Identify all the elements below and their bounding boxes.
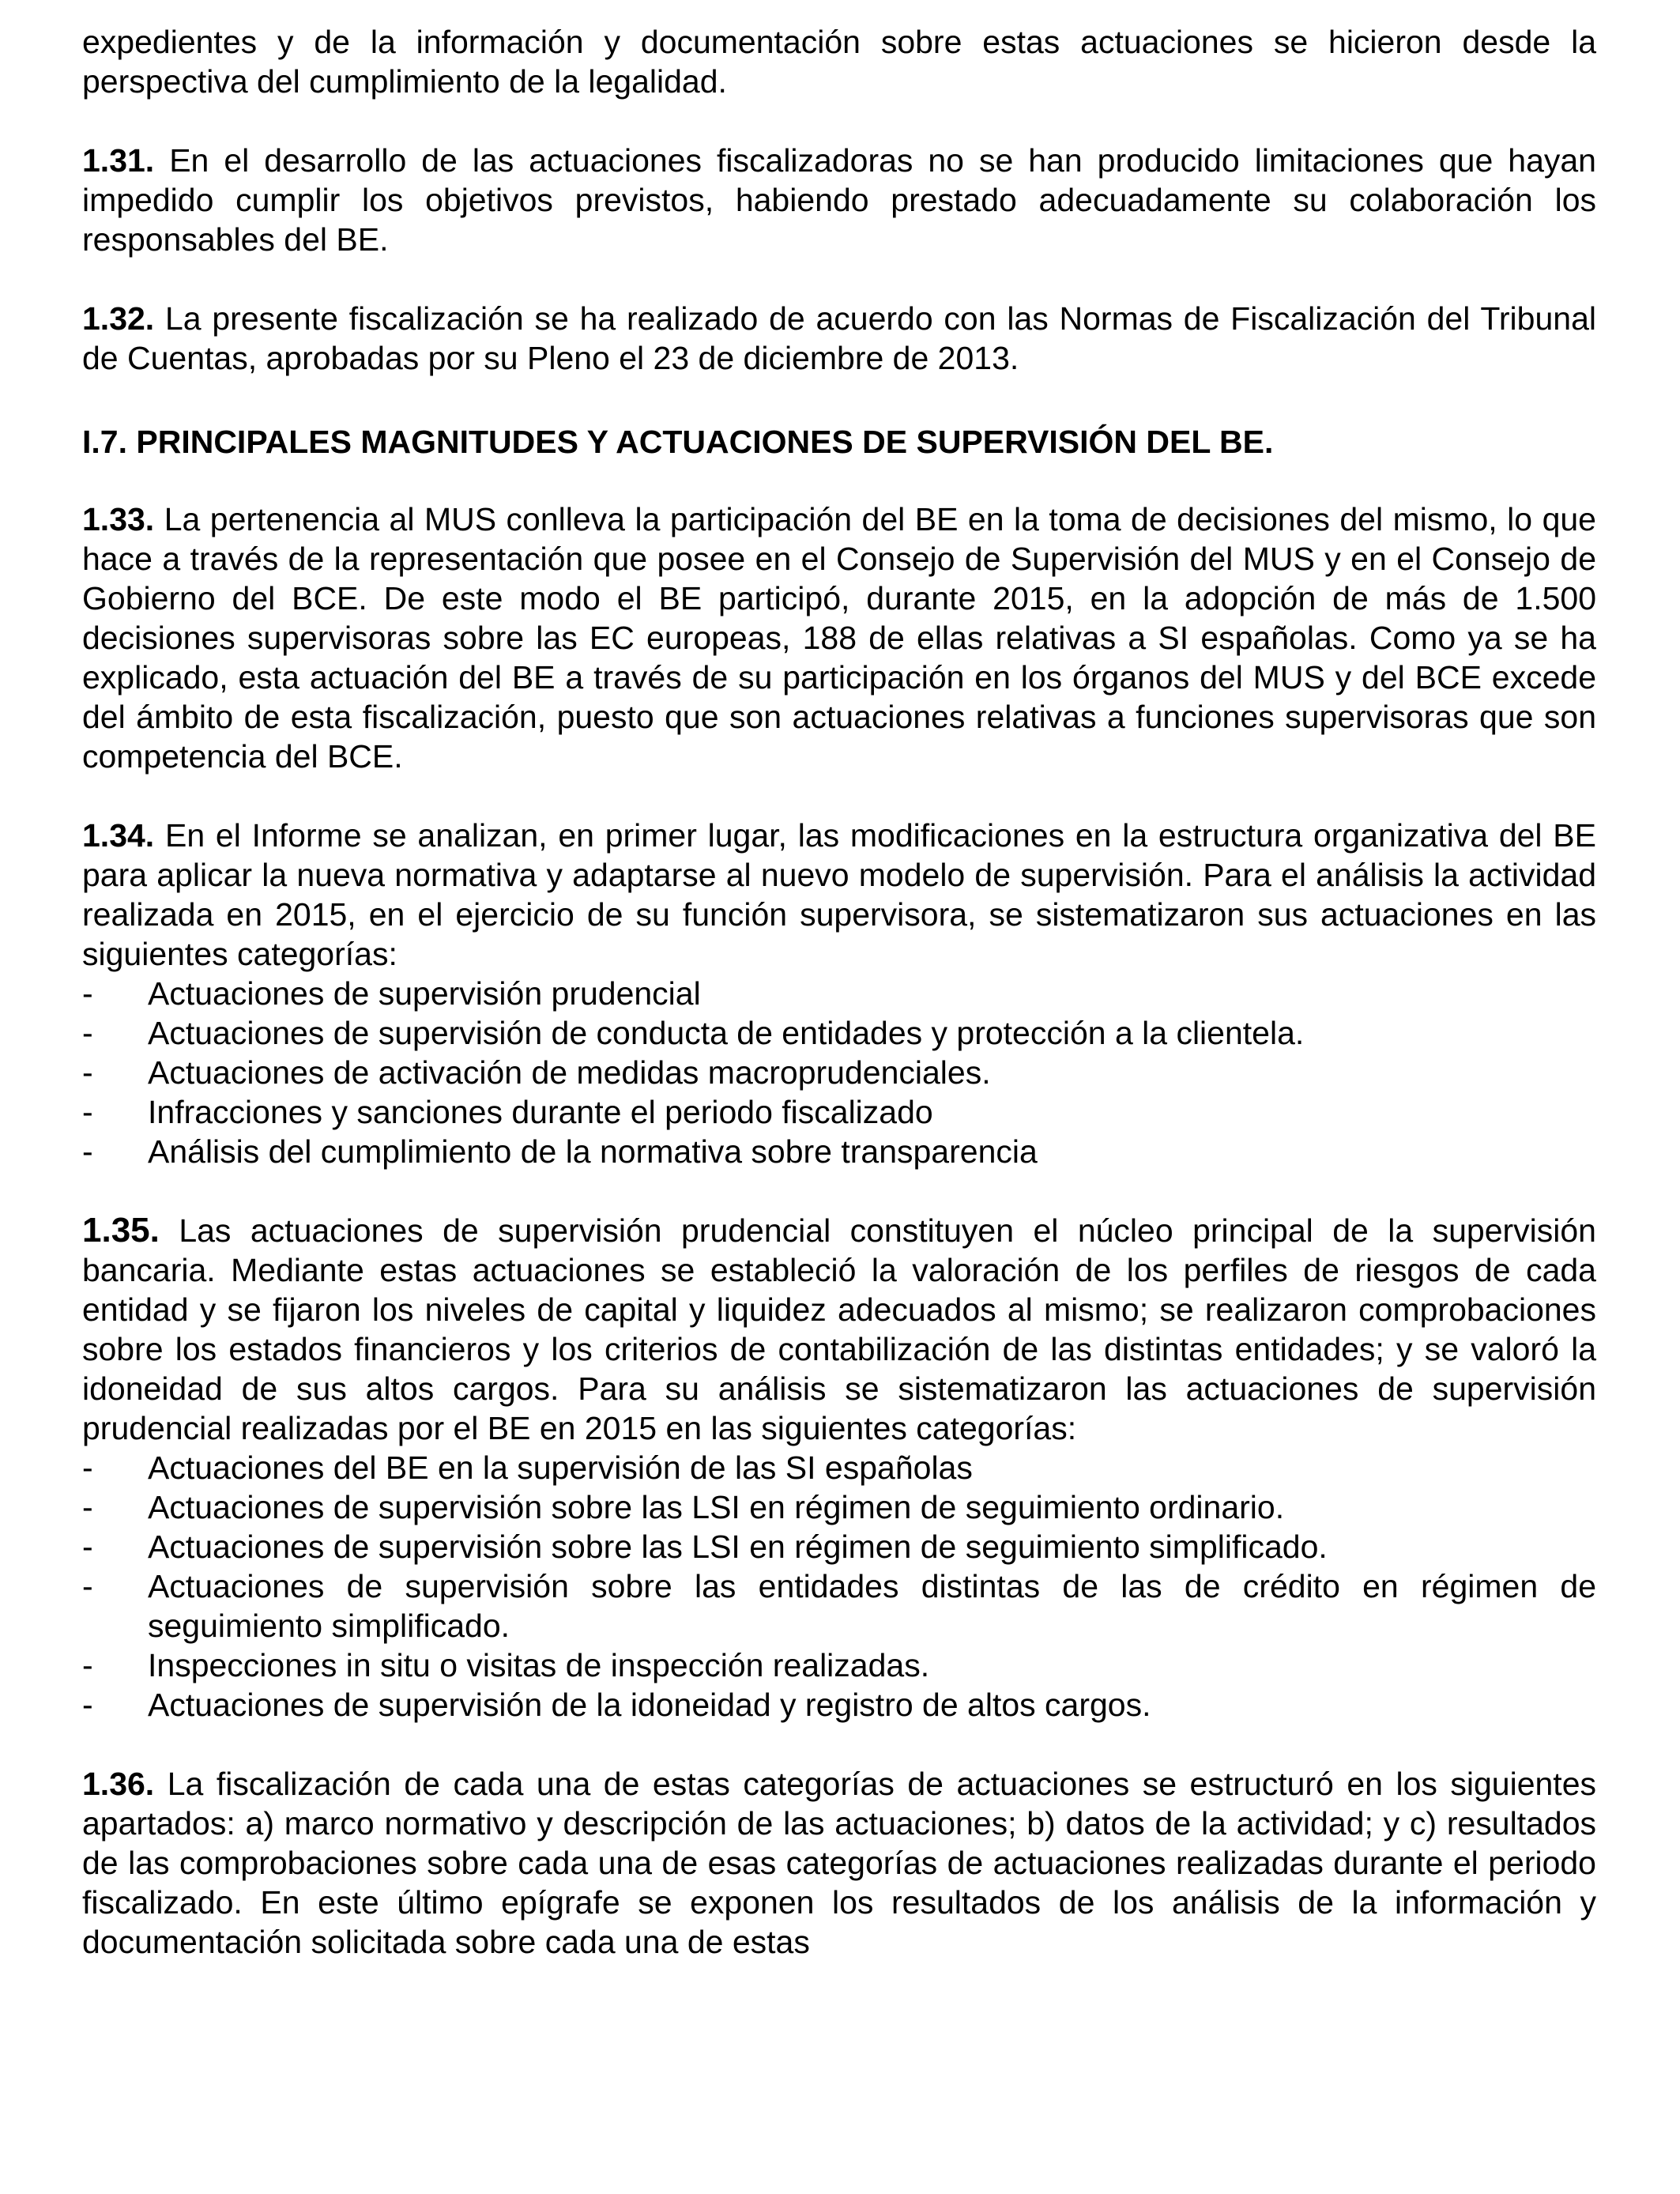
paragraph-text: La presente fiscalización se ha realizado de acuerdo con las Normas de Fiscalización del Tribunal de Cuentas, aprobadas por su Pleno el 23 de diciembre de 2013. [82, 300, 1596, 376]
paragraph-1-34 [82, 816, 1596, 974]
paragraph-1-33 [82, 499, 1596, 776]
paragraph-text: En el desarrollo de las actuaciones fiscalizadoras no se han producido limitaciones que hayan impedido cumplir los objetivos previstos, habiendo prestado adecuadamente su colaboración los responsables del BE. [82, 142, 1596, 258]
list-item: - Actuaciones del BE en la supervisión de las SI españolas [82, 1449, 973, 1486]
list-item: - Análisis del cumplimiento de la normativa sobre transparencia [82, 1133, 1038, 1170]
paragraph-number: 1.33. [82, 501, 155, 537]
list-dash: - [82, 1647, 93, 1683]
list-item: - Actuaciones de supervisión sobre las LSI en régimen de seguimiento simplificado. [82, 1529, 1328, 1565]
list-dash: - [82, 1449, 93, 1486]
paragraph-text: La fiscalización de cada una de estas categorías de actuaciones se estructuró en los siguientes apartados: a) marco normativo y descripción de las actuaciones; b) datos de la actividad; y c) resultados de las comprobaciones sobre cada una de esas categorías de actuaciones realizadas durante el periodo fiscalizado. En este último epígrafe se exponen los resultados de los análisis de la información y documentación solicitada sobre cada una de estas [82, 1766, 1596, 1960]
paragraph-text: En el Informe se analizan, en primer lugar, las modificaciones en la estructura organizativa del BE para aplicar la nueva normativa y adaptarse al nuevo modelo de supervisión. Para el análisis la actividad realizada en 2015, en el ejercicio de su función supervisora, se sistematizaron sus actuaciones en las siguientes categorías: [82, 817, 1596, 972]
list-item: - Actuaciones de supervisión prudencial [82, 975, 701, 1012]
category-list [82, 974, 1596, 1171]
list-item: - Actuaciones de supervisión sobre las LSI en régimen de seguimiento ordinario. [82, 1489, 1285, 1525]
paragraph-1-36 [82, 1764, 1596, 1962]
paragraph-number: 1.36. [82, 1766, 155, 1802]
list-dash: - [82, 1529, 93, 1565]
list-dash: - [82, 1568, 93, 1604]
list-item: - Inspecciones in situ o visitas de inspección realizadas. [82, 1647, 930, 1683]
paragraph-text: La pertenencia al MUS conlleva la participación del BE en la toma de decisiones del mismo, lo que hace a través de la representación que posee en el Consejo de Supervisión del MUS y en el Consejo de Gobierno del BCE. De este modo el BE participó, durante 2015, en la adopción de más de 1.500 decisiones supervisoras sobre las EC europeas, 188 de ellas relativas a SI españolas. Como ya se ha explicado, esta actuación del BE a través de su participación en los órganos del MUS y del BCE excede del ámbito de esta fiscalización, puesto que son actuaciones relativas a funciones supervisoras que son competencia del BCE. [82, 501, 1596, 775]
list-dash: - [82, 1687, 93, 1723]
list-item: - Actuaciones de supervisión sobre las entidades distintas de las de crédito en régimen de seguimiento simplificado. [82, 1568, 1596, 1644]
list-dash: - [82, 1054, 93, 1091]
paragraph-number: 1.31. [82, 142, 155, 179]
paragraph-1-35 [82, 1211, 1596, 1448]
list-item: - Actuaciones de supervisión de la idoneidad y registro de altos cargos. [82, 1687, 1151, 1723]
paragraph-number: 1.35. [82, 1211, 160, 1250]
list-item: - Infracciones y sanciones durante el periodo fiscalizado [82, 1094, 933, 1130]
paragraph-1-32 [82, 299, 1596, 378]
list-dash: - [82, 1015, 93, 1051]
intro-continuation: expedientes y de la información y documentación sobre estas actuaciones se hicieron desde la perspectiva del cumplimiento de la legalidad. [82, 24, 1596, 100]
paragraph-number: 1.34. [82, 817, 155, 854]
list-dash: - [82, 1133, 93, 1170]
paragraph-text: Las actuaciones de supervisión prudencial constituyen el núcleo principal de la supervisión bancaria. Mediante estas actuaciones se estableció la valoración de los perfiles de riesgos de cada entidad y se fijaron los niveles de capital y liquidez adecuados al mismo; se realizaron comprobaciones sobre los estados financieros y los criterios de contabilización de las distintas entidades; y se valoró la idoneidad de sus altos cargos. Para su análisis se sistematizaron las actuaciones de supervisión prudencial realizadas por el BE en 2015 en las siguientes categorías: [82, 1212, 1596, 1446]
paragraph-1-31 [82, 141, 1596, 259]
prudential-category-list [82, 1448, 1596, 1725]
section-heading: I.7. PRINCIPALES MAGNITUDES Y ACTUACIONES DE SUPERVISIÓN DEL BE. [82, 424, 1274, 460]
paragraph-number: 1.32. [82, 300, 155, 337]
list-dash: - [82, 975, 93, 1012]
document-page [82, 22, 1596, 1962]
list-dash: - [82, 1489, 93, 1525]
list-item: - Actuaciones de activación de medidas macroprudenciales. [82, 1054, 991, 1091]
list-item: - Actuaciones de supervisión de conducta de entidades y protección a la clientela. [82, 1015, 1305, 1051]
list-dash: - [82, 1094, 93, 1130]
